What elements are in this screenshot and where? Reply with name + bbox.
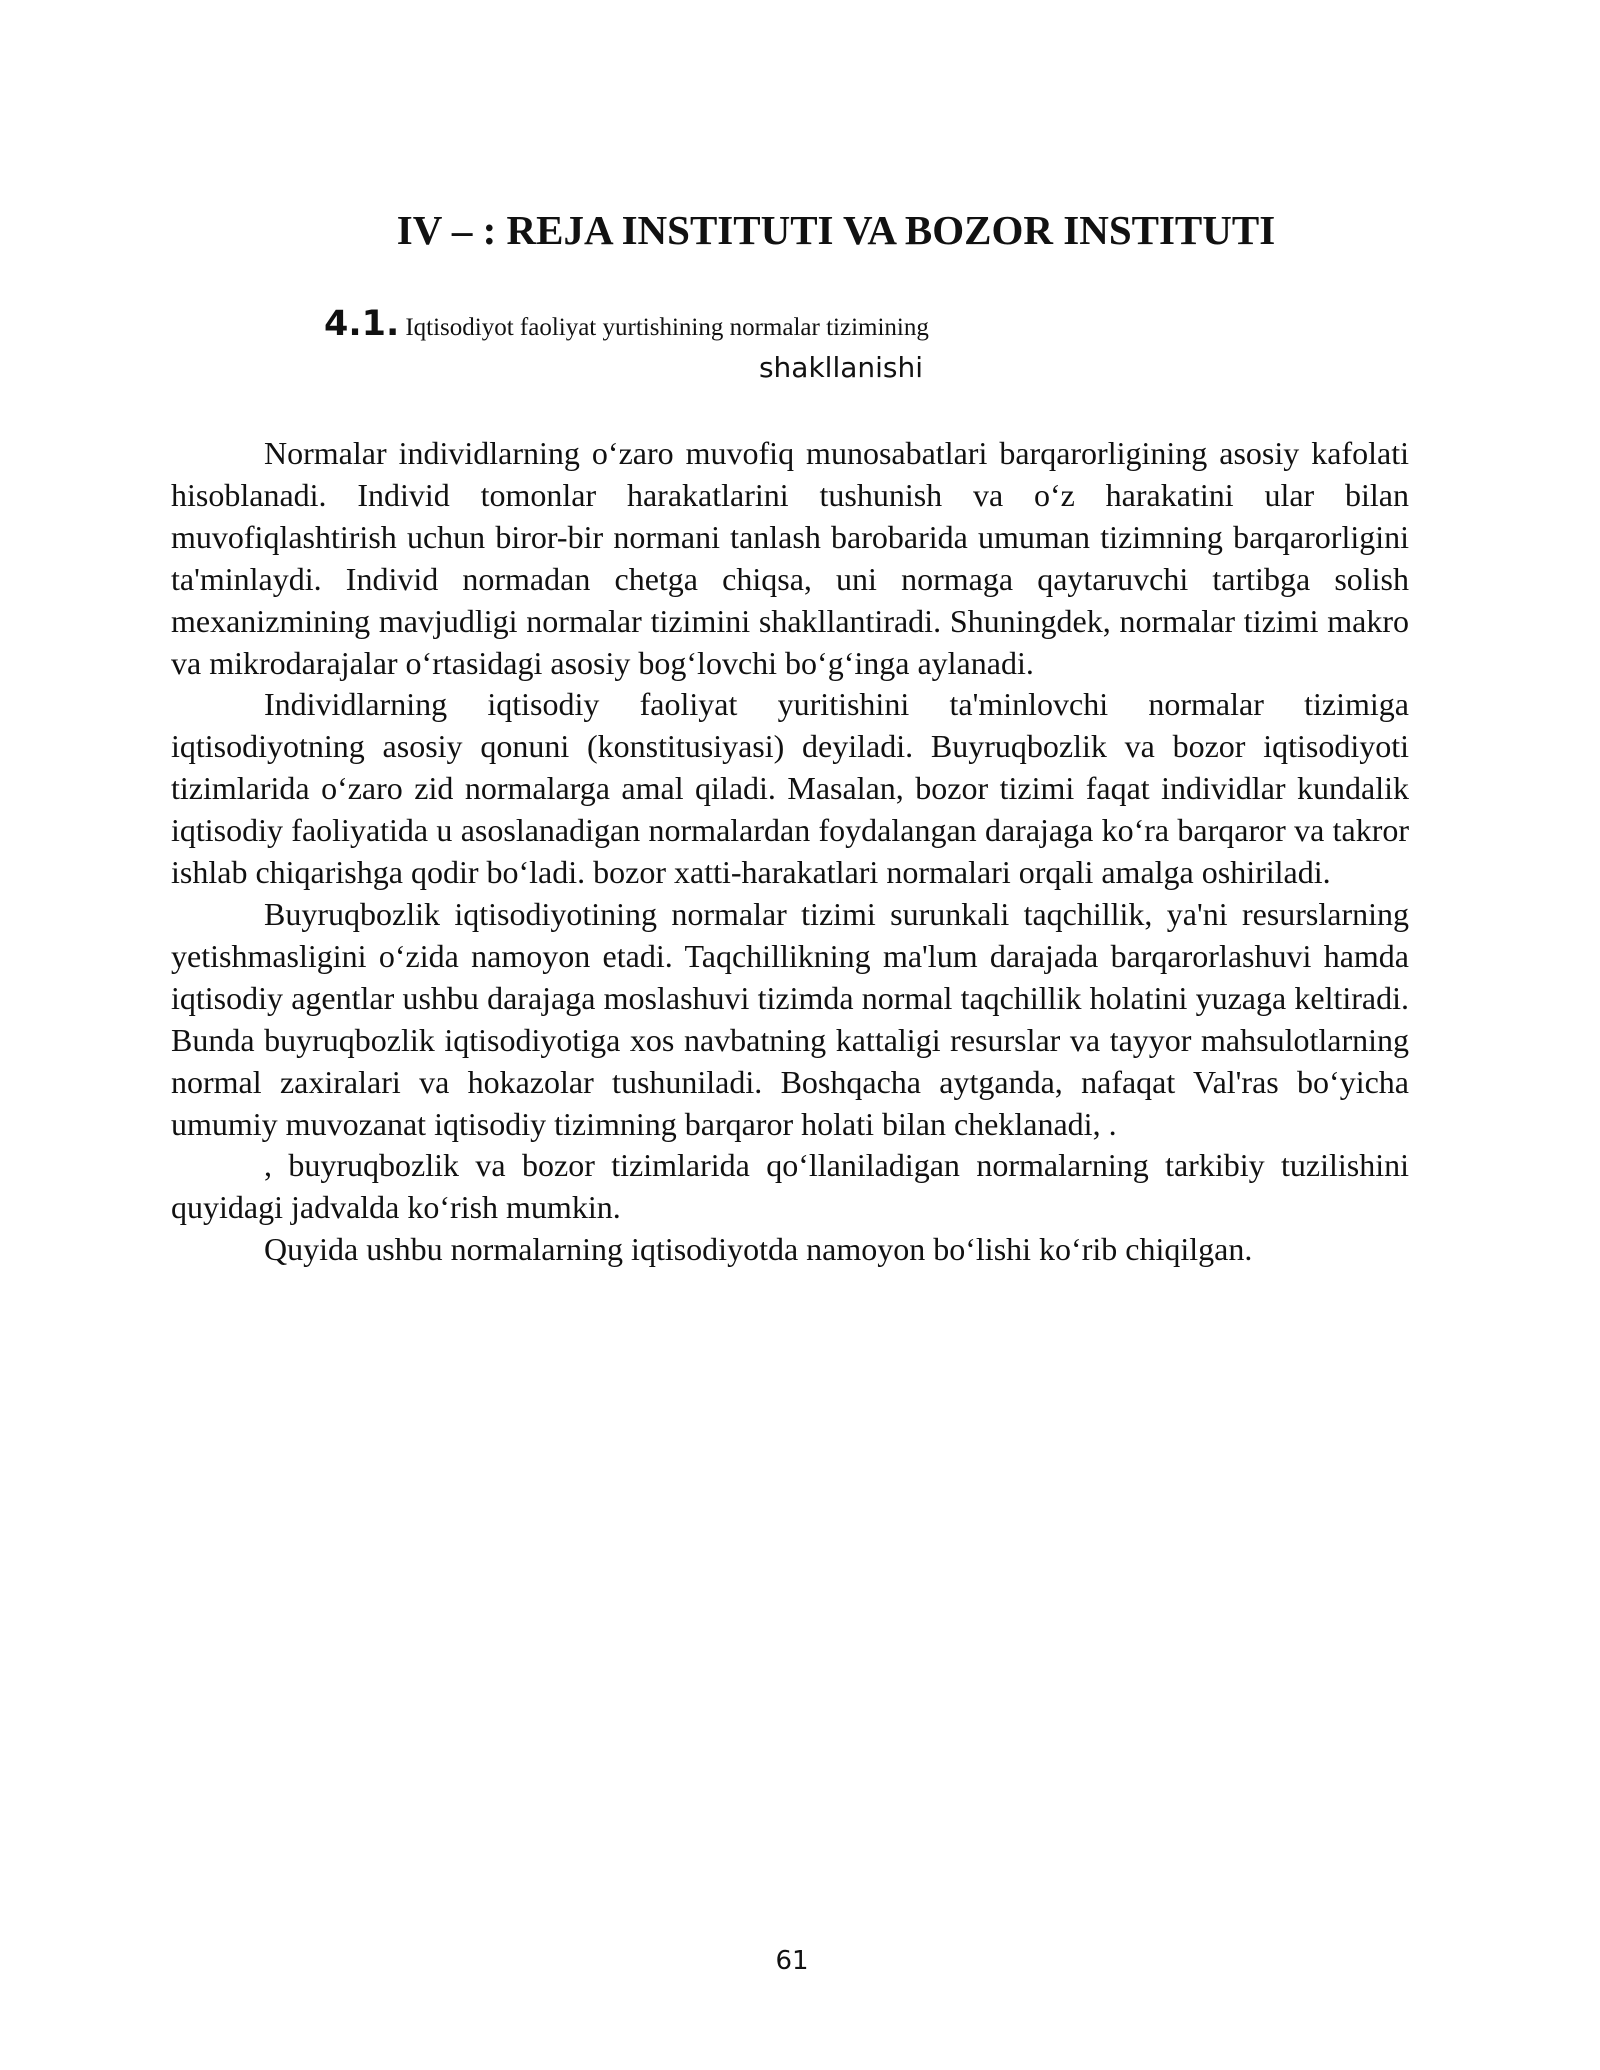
chapter-title: IV – : REJA INSTITUTI VA BOZOR INSTITUTI <box>396 207 1276 253</box>
section-heading <box>324 302 1324 353</box>
paragraph: Buyruqbozlik iqtisodiyotining normalar tizimi surunkali taqchillik, ya'ni resurslarning yetishmasligini o‘zida namoyon etadi. Taqchillikning ma'lum darajada barqarorlashuvi hamda iqtisodiy agentlar ushbu darajaga moslashuvi tizimda normal taqchillik holatini yuzaga keltiradi. Bunda buyruqbozlik iqtisodiyotiga xos navbatning kattaligi resurslar va tayyor mahsulotlarning normal zaxiralari va hokazolar tushuniladi. Boshqacha aytganda, nafaqat Val'ras bo‘yicha umumiy muvozanat iqtisodiy tizimning barqaror holati bilan cheklanadi, . <box>171 895 1409 1142</box>
paragraph: Normalar individlarning o‘zaro muvofiq munosabatlari barqarorligining asosiy kafolati hisoblanadi. Individ tomonlar harakatlarini tushunish va o‘z harakatini ular bilan muvofiqlashtirish uchun biror-bir normani tanlash barobarida umuman tizimning barqarorligini ta'minlaydi. Individ normadan chetga chiqsa, uni normaga qaytaruvchi tartibga solish mexanizmining mavjudligi normalar tizimini shakllantiradi. Shuningdek, normalar tizimi makro va mikrodarajalar o‘rtasidagi asosiy bog‘lovchi bo‘g‘inga aylanadi. <box>171 435 1409 681</box>
section-title-line2: shakllanishi <box>758 351 924 384</box>
section-number: 4.1. <box>324 304 400 344</box>
paragraph: Individlarning iqtisodiy faoliyat yuritishini ta'minlovchi normalar tizimiga iqtisodiyotning asosiy qonuni (konstitusiyasi) deyiladi. Buyruqbozlik va bozor iqtisodiyoti tizimlarida o‘zaro zid normalarga amal qiladi. Masalan, bozor tizimi faqat individlar kundalik iqtisodiy faoliyatida u asoslanadigan normalardan foydalangan darajaga ko‘ra barqaror va takror ishlab chiqarishga qodir bo‘ladi. bozor xatti-harakatlari normalari orqali amalga oshiriladi. <box>171 686 1409 891</box>
body-text <box>171 433 1409 1271</box>
page-number: 61 <box>775 1946 809 1976</box>
paragraph: , buyruqbozlik va bozor tizimlarida qo‘llaniladigan normalarning tarkibiy tuzilishini quyidagi jadvalda ko‘rish mumkin. <box>171 1147 1409 1226</box>
paragraph: Quyida ushbu normalarning iqtisodiyotda namoyon bo‘lishi ko‘rib chiqilgan. <box>264 1231 1253 1268</box>
section-title-line1: Iqtisodiyot faoliyat yurtishining normalar tizimining <box>405 314 929 341</box>
